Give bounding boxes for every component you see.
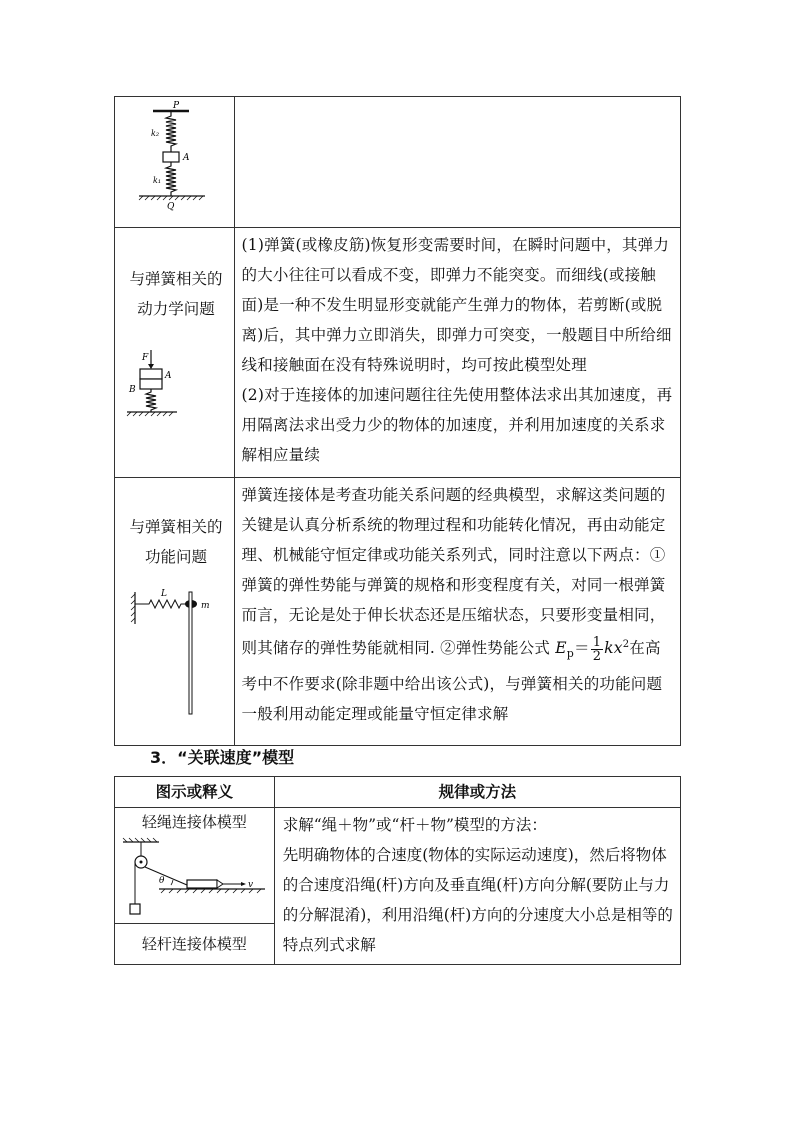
label-k2: k₂	[151, 129, 160, 138]
energy-label-line1: 与弹簧相关的	[129, 518, 223, 536]
label-theta: θ	[159, 876, 165, 886]
label-m: m	[201, 601, 210, 611]
rope-model-label: 轻绳连接体模型	[141, 813, 247, 831]
dynamics-para1: (1)弹簧(或橡皮筋)恢复形变需要时间，在瞬时问题中，其弹力的大小往往可以看成不变，即弹力不能突变。而细线(或接触面)是一种不发生明显形变就能产生弹力的物体，若剪断(或脱离)后，其中弹力立即消失，即弹力可突变，一般题目中所给细线和接触面在没有特殊说明时，均可按此模型处理	[241, 236, 672, 374]
rope-model-box	[115, 808, 274, 924]
empty-cell	[234, 97, 680, 228]
frac-den: 2	[592, 648, 602, 664]
label-a: A	[183, 153, 190, 163]
dynamics-label-line1: 与弹簧相关的	[129, 270, 223, 288]
spring-rod-figure	[115, 578, 237, 718]
rope-pulley-figure	[115, 836, 274, 921]
table2-body-row	[115, 808, 681, 965]
frac-num: 1	[592, 634, 602, 650]
spring-block-figure	[115, 346, 237, 446]
label-k1: k₁	[153, 176, 162, 185]
formula-rhs: kx	[604, 639, 623, 658]
formula-eq: ＝	[573, 639, 590, 658]
label-l: L	[161, 589, 167, 599]
formula-lhs: E	[555, 639, 567, 658]
energy-label	[115, 512, 237, 572]
label-p: P	[173, 101, 180, 111]
dynamics-label-cell	[115, 228, 235, 478]
formula-fraction	[591, 636, 603, 663]
energy-label-line2: 功能问题	[144, 548, 207, 566]
label-f: F	[142, 353, 149, 363]
dynamics-label	[115, 264, 237, 324]
energy-text-a: 弹簧连接体是考查功能关系问题的经典模型，求解这类问题的关键是认真分析系统的物理过程和功能转化情况，再由动能定理、机械能守恒定律或功能关系列式，同时注意以下两点：①弹簧的弹性势能与弹簧的规格和形变程度有关，对同一根弹簧而言，无论是处于伸长状态还是压缩状态，只要形变量相同，则其储存的弹性势能就相同. ②弹性势能公式	[241, 486, 666, 658]
table2-header-row	[115, 777, 681, 808]
two-springs-figure	[115, 97, 237, 227]
rod-model-label: 轻杆连接体模型	[141, 935, 247, 953]
header-right: 规律或方法	[274, 777, 680, 808]
label-a2: A	[165, 371, 172, 381]
dynamics-text-cell	[234, 228, 680, 478]
label-v: v	[248, 880, 254, 890]
row-energy	[115, 478, 681, 746]
label-b: B	[129, 385, 136, 395]
method-cell	[274, 808, 680, 965]
energy-text-b: 在高考中不作要求(除非题中给出该公式)，与弹簧相关的功能问题一般利用动能定理或能量守恒定律求解	[241, 639, 663, 724]
row-two-springs	[115, 97, 681, 228]
spring-models-table	[114, 96, 681, 746]
header-left: 图示或释义	[115, 777, 275, 808]
models-cell	[115, 808, 275, 965]
label-q: Q	[167, 202, 175, 212]
velocity-models-table	[114, 776, 681, 965]
method-body: 先明确物体的合速度(物体的实际运动速度)，然后将物体的合速度沿绳(杆)方向及垂直绳(杆)方向分解(要防止与力的分解混淆)，利用沿绳(杆)方向的分速度大小总是相等的特点列式求解	[282, 846, 673, 954]
dynamics-label-line2: 动力学问题	[137, 300, 215, 318]
section-title: 3．“关联速度”模型	[150, 748, 295, 767]
energy-label-cell	[115, 478, 235, 746]
figure-cell	[115, 97, 235, 228]
elastic-energy-formula	[555, 634, 630, 664]
energy-text-cell	[234, 478, 680, 746]
dynamics-para2: (2)对于连接体的加速问题往往先使用整体法求出其加速度，再用隔离法求出受力少的物体的加速度，并利用加速度的关系求解相应量续	[241, 386, 673, 464]
row-dynamics	[115, 228, 681, 478]
formula-sub: p	[566, 647, 574, 661]
formula-sup: 2	[622, 639, 630, 650]
method-line1: 求解“绳＋物”或“杆＋物”模型的方法：	[282, 816, 547, 834]
